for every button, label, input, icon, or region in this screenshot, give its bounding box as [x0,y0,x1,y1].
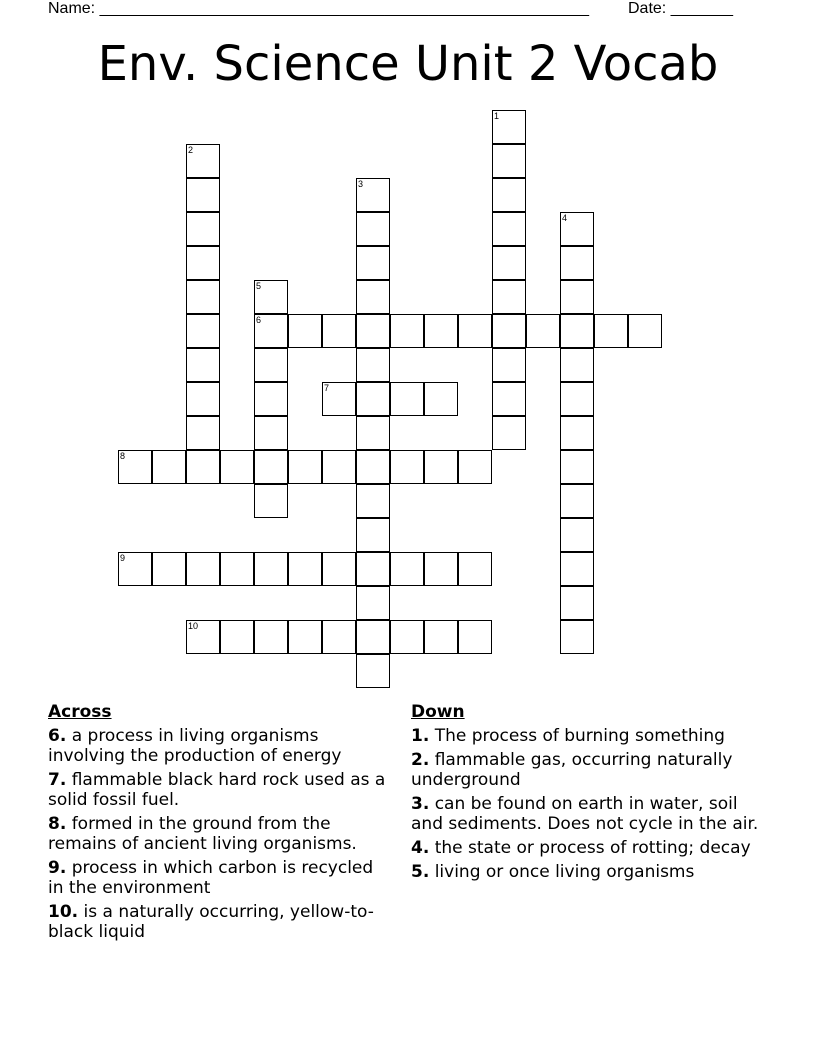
clue-number-label: 6 [256,315,262,325]
crossword-cell[interactable] [186,620,220,654]
crossword-cell[interactable] [118,552,152,586]
clue-text: the state or process of rotting; decay [429,838,751,858]
clue-number-label: 8 [120,451,126,461]
crossword-cell[interactable] [186,178,220,212]
clue-text: process in which carbon is recycled in the environment [48,858,374,898]
across-heading: Across [48,702,112,722]
crossword-cell[interactable] [356,382,390,416]
crossword-cell[interactable] [356,348,390,382]
across-clue [48,770,393,810]
crossword-cell[interactable] [288,620,322,654]
crossword-cell[interactable] [322,450,356,484]
clue-number-label: 9 [120,553,126,563]
crossword-cell[interactable] [560,620,594,654]
crossword-cell[interactable] [390,620,424,654]
crossword-cell[interactable] [492,280,526,314]
crossword-cell[interactable] [492,246,526,280]
crossword-cell[interactable] [356,654,390,688]
crossword-cell[interactable] [560,280,594,314]
clue-number-label: 10 [188,621,199,631]
crossword-cell[interactable] [220,620,254,654]
crossword-cell[interactable] [186,246,220,280]
crossword-cell[interactable] [288,450,322,484]
crossword-cell[interactable] [560,246,594,280]
down-clue [411,794,766,834]
crossword-cell[interactable] [424,620,458,654]
clue-number: 5. [411,862,430,882]
across-clues [48,702,393,946]
crossword-cell[interactable] [492,110,526,144]
across-clue [48,726,393,766]
crossword-cell[interactable] [288,552,322,586]
crossword-cell[interactable] [356,552,390,586]
crossword-cell[interactable] [458,552,492,586]
crossword-cell[interactable] [560,212,594,246]
crossword-cell[interactable] [322,620,356,654]
crossword-cell[interactable] [560,314,594,348]
crossword-cell[interactable] [118,450,152,484]
clue-number-label: 3 [358,179,364,189]
crossword-cell[interactable] [254,382,288,416]
crossword-cell[interactable] [254,280,288,314]
crossword-cell[interactable] [424,314,458,348]
crossword-cell[interactable] [424,450,458,484]
crossword-cell[interactable] [560,518,594,552]
crossword-cell[interactable] [186,348,220,382]
clue-number: 2. [411,750,430,770]
crossword-cell[interactable] [356,484,390,518]
crossword-cell[interactable] [220,450,254,484]
clue-text: can be found on earth in water, soil and sediments. Does not cycle in the air. [411,794,759,834]
clue-number-label: 7 [324,383,330,393]
clue-text: a process in living organisms involving the production of energy [48,726,342,766]
crossword-cell[interactable] [560,382,594,416]
crossword-cell[interactable] [186,314,220,348]
clue-text: formed in the ground from the remains of ancient living organisms. [48,814,357,854]
crossword-cell[interactable] [254,484,288,518]
clue-number: 7. [48,770,67,790]
crossword-cell[interactable] [186,212,220,246]
crossword-cell[interactable] [356,178,390,212]
down-clue-list [411,726,766,882]
crossword-cell[interactable] [356,314,390,348]
crossword-cell[interactable] [254,416,288,450]
clue-text: The process of burning something [429,726,725,746]
crossword-cell[interactable] [458,620,492,654]
page-title: Env. Science Unit 2 Vocab [97,36,719,92]
crossword-cell[interactable] [526,314,560,348]
name-field[interactable]: Name: _______________________________________________________ [48,0,589,17]
crossword-cell[interactable] [492,416,526,450]
crossword-cell[interactable] [560,416,594,450]
crossword-cell[interactable] [458,450,492,484]
crossword-cell[interactable] [492,348,526,382]
crossword-cell[interactable] [492,314,526,348]
crossword-cell[interactable] [390,450,424,484]
crossword-cell[interactable] [560,552,594,586]
crossword-cell[interactable] [560,450,594,484]
clue-number: 4. [411,838,430,858]
clue-text: flammable gas, occurring naturally underground [411,750,733,790]
clue-number-label: 2 [188,145,194,155]
across-clue [48,814,393,854]
crossword-cell[interactable] [356,246,390,280]
crossword-cell[interactable] [186,280,220,314]
crossword-cell[interactable] [424,552,458,586]
crossword-cell[interactable] [152,450,186,484]
down-clues [411,702,766,886]
crossword-cell[interactable] [322,382,356,416]
crossword-cell[interactable] [492,382,526,416]
down-clue [411,862,766,882]
crossword-cell[interactable] [254,348,288,382]
crossword-cell[interactable] [560,348,594,382]
across-clue [48,902,393,942]
crossword-cell[interactable] [356,450,390,484]
crossword-cell[interactable] [560,484,594,518]
clue-number: 6. [48,726,67,746]
across-clue-list [48,726,393,942]
crossword-cell[interactable] [322,552,356,586]
crossword-cell[interactable] [186,144,220,178]
crossword-cell[interactable] [356,212,390,246]
crossword-cell[interactable] [492,178,526,212]
crossword-cell[interactable] [288,314,322,348]
clue-number: 3. [411,794,430,814]
down-clue [411,750,766,790]
crossword-cell[interactable] [560,586,594,620]
crossword-cell[interactable] [458,314,492,348]
crossword-cell[interactable] [356,280,390,314]
crossword-cell[interactable] [322,314,356,348]
clue-number-label: 1 [494,111,500,121]
clue-number: 1. [411,726,430,746]
clue-number: 9. [48,858,67,878]
crossword-cell[interactable] [356,416,390,450]
crossword-cell[interactable] [356,518,390,552]
date-field[interactable]: Date: _______ [628,0,733,17]
crossword-cell[interactable] [628,314,662,348]
crossword-cell[interactable] [254,552,288,586]
crossword-cell[interactable] [254,620,288,654]
crossword-cell[interactable] [186,450,220,484]
clue-text: is a naturally occurring, yellow-to-black liquid [48,902,374,942]
clue-number: 8. [48,814,67,834]
crossword-cell[interactable] [152,552,186,586]
crossword-cell[interactable] [390,382,424,416]
crossword-cell[interactable] [186,552,220,586]
crossword-cell[interactable] [356,586,390,620]
crossword-cell[interactable] [390,314,424,348]
crossword-cell[interactable] [186,416,220,450]
clue-number-label: 5 [256,281,262,291]
crossword-cell[interactable] [492,144,526,178]
down-clue [411,838,766,858]
clue-text: living or once living organisms [429,862,695,882]
crossword-cell[interactable] [254,314,288,348]
crossword-cell[interactable] [186,382,220,416]
across-clue [48,858,393,898]
down-clue [411,726,766,746]
clue-text: flammable black hard rock used as a solid fossil fuel. [48,770,386,810]
crossword-cell[interactable] [356,620,390,654]
down-heading: Down [411,702,465,722]
crossword-cell[interactable] [220,552,254,586]
crossword-cell[interactable] [390,552,424,586]
crossword-cell[interactable] [492,212,526,246]
clue-number: 10. [48,902,79,922]
crossword-cell[interactable] [424,382,458,416]
crossword-cell[interactable] [594,314,628,348]
crossword-cell[interactable] [254,450,288,484]
clue-number-label: 4 [562,213,568,223]
